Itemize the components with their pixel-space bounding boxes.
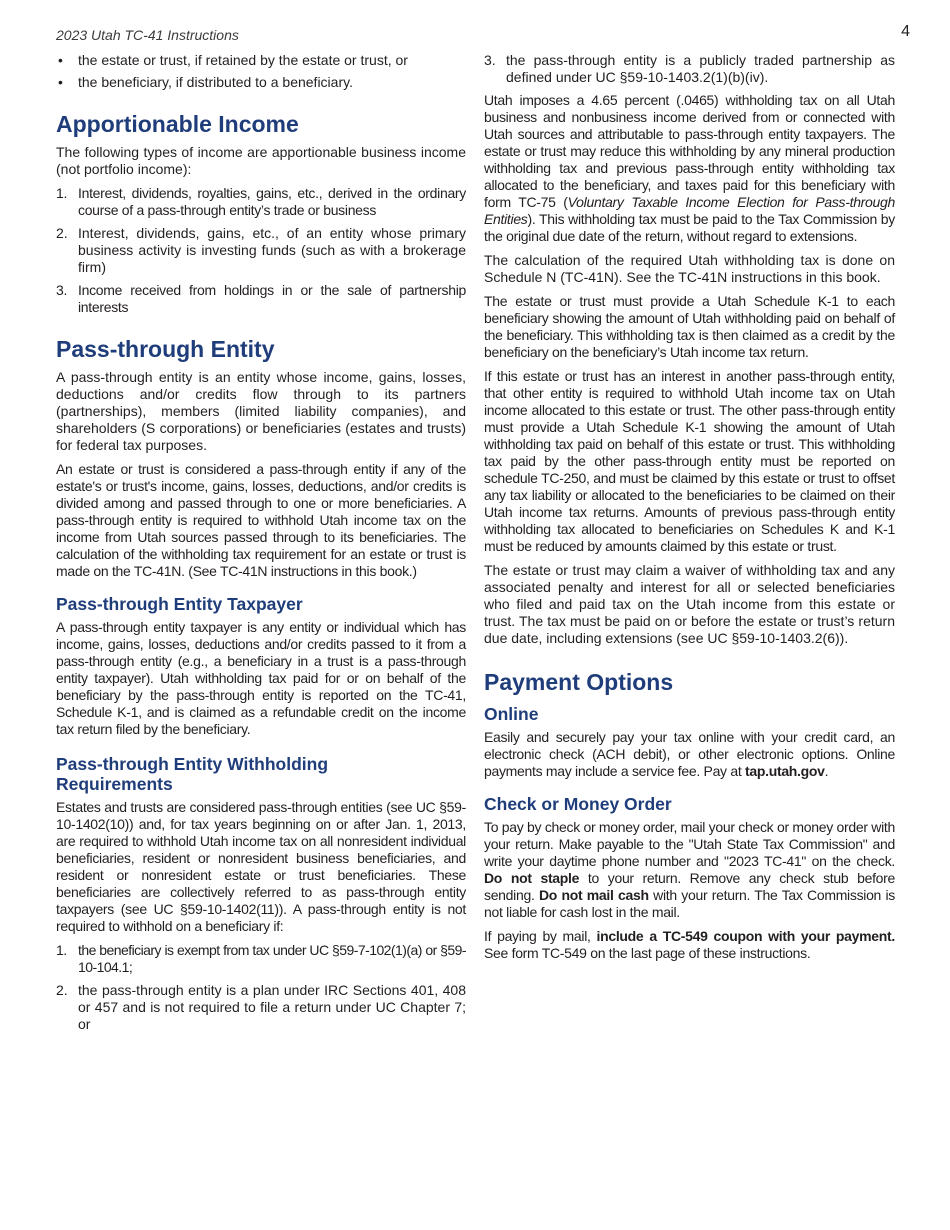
text-run: To pay by check or money order, mail your check or money order with your return. Make payable to the "Utah State Tax Commission" and write your daytime phone number and "2023 TC-41" on the check. (484, 819, 895, 869)
pte-paragraph-2: An estate or trust is considered a pass-through entity if any of the estate's or trust's income, gains, losses, deductions, and/or credits is divided among and passed through to one or more beneficiaries. A pass-through entity is required to withhold Utah income tax on the income from Utah sources passed through to its beneficiaries. The calculation of the withholding tax requirement for an estate or trust is made on the TC-41N. (See TC-41N instructions in this book.) (56, 461, 466, 579)
schedule-n-paragraph: The calculation of the required Utah withholding tax is done on Schedule N (TC-41N). See the TC-41N instructions in this book. (484, 252, 895, 285)
running-head: 2023 Utah TC-41 Instructions (56, 27, 239, 43)
emphasis: Do not staple (484, 870, 580, 886)
list-item (56, 185, 466, 219)
form-title: Voluntary Taxable Income Election for Pass-through Entities (484, 194, 895, 227)
list-text: the beneficiary is exempt from tax under UC §59-7-102(1)(a) or §59-10-104.1; (78, 942, 466, 975)
pte-withholding-heading: Pass-through Entity Withholding Requirements (56, 754, 329, 794)
text-run: ). This withholding tax must be paid to the Tax Commission by the original due date of the return, without regard to extensions. (484, 211, 895, 244)
list-number: 3. (484, 52, 496, 68)
k1-paragraph: The estate or trust must provide a Utah Schedule K-1 to each beneficiary showing the amount of Utah withholding paid on behalf of the beneficiary. This withholding tax is then claimed as a credit by the beneficiary on the beneficiary’s Utah income tax return. (484, 293, 895, 360)
text-run: with your return. The Tax Commission is not liable for cash lost in the mail. (484, 887, 895, 920)
text-run: . (824, 763, 829, 779)
list-item (56, 225, 466, 276)
pte-withholding-paragraph: Estates and trusts are considered pass-through entities (see UC §59-10-1402(10)) and, for tax years beginning on or after Jan. 1, 2013, are required to withhold Utah income tax on all nonresident individual beneficiaries, resident or nonresident business beneficiaries, and resident or nonresident estate or trust beneficiaries. These beneficiaries are collectively referred to as pass-through entity taxpayers (see UC §59-10-1402(11)). A pass-through entity is not required to withhold on a beneficiary if: (56, 799, 466, 934)
list-text: Interest, dividends, gains, etc., of an entity whose primary business activity is investing funds (such as with a brokerage firm) (78, 225, 466, 275)
list-text: Interest, dividends, royalties, gains, etc., derived in the ordinary course of a pass-through entity’s trade or business (78, 185, 466, 218)
payment-options-heading: Payment Options (484, 669, 674, 695)
waiver-paragraph: The estate or trust may claim a waiver of withholding tax and any associated penalty and interest for all or selected beneficiaries who filed and paid tax on the Utah income from this estate or trust. The tax must be paid on or before the estate or trust’s return due date, including extensions (see UC §59-10-1403.2(6)). (484, 562, 895, 646)
list-text: Income received from holdings in or the sale of partnership interests (78, 282, 466, 315)
list-text: the pass-through entity is a plan under IRC Sections 401, 408 or 457 and is not required to file a return under UC Chapter 7; or (78, 982, 466, 1032)
retention-bullets (56, 52, 466, 91)
mail-paragraph (484, 928, 895, 962)
apportionable-list (56, 185, 466, 316)
emphasis: Do not mail cash (538, 887, 649, 903)
text-run: See form TC-549 on the last page of these instructions. (484, 945, 811, 961)
apportionable-income-heading: Apportionable Income (56, 111, 299, 137)
list-item (56, 982, 466, 1033)
other-entity-paragraph: If this estate or trust has an interest in another pass-through entity, that other entity is required to withhold Utah income tax on Utah income allocated to this estate or trust. The other pass-through entity must provide a Utah Schedule K-1 showing the amount of Utah withholding tax paid on behalf of this estate or trust. This withholding tax paid by the other pass-through entity must be reported on schedule TC-250, and must be claimed by this estate or trust to offset any tax liability or allocated to the beneficiaries to be claimed on their Utah income tax returns. Amounts of previous pass-through entity withholding tax allocated to beneficiaries on Schedules K and K-1 must be reduced by amounts claimed by this estate or trust. (484, 368, 895, 554)
pte-taxpayer-paragraph: A pass-through entity taxpayer is any entity or individual which has income, gains, losses, deductions and/or credits passed to it from a pass-through entity (e.g., a beneficiary in a trust is a pass-through entity taxpayer). Utah withholding tax paid for or on behalf of the beneficiary by the pass-through entity is reported on the TC-41, Schedule K-1, and is claimed as a refundable credit on the income tax return filed by the beneficiary. (56, 619, 466, 737)
text-run: to your return. Remove any check stub before sending. (484, 870, 895, 903)
list-number: 1. (56, 185, 68, 201)
online-heading: Online (484, 704, 539, 724)
withholding-rate-paragraph (484, 92, 895, 245)
list-number: 1. (56, 942, 67, 958)
check-money-order-heading: Check or Money Order (484, 794, 672, 814)
text-run: Easily and securely pay your tax online with your credit card, an electronic check (ACH debit), or other electronic options. Online payments may include a service fee. Pay at (484, 729, 895, 779)
check-paragraph (484, 819, 895, 921)
pass-through-entity-heading: Pass-through Entity (56, 336, 275, 362)
bullet-item: • the beneficiary, if distributed to a beneficiary. (56, 74, 466, 91)
online-paragraph (484, 729, 895, 780)
payment-link[interactable]: tap.utah.gov (745, 763, 825, 779)
text-run: If paying by mail, (484, 928, 597, 944)
emphasis: include a TC-549 coupon with your payment. (596, 928, 895, 944)
text-run: Utah imposes a 4.65 percent (.0465) withholding tax on all Utah business and nonbusiness income derived from or connected with Utah sources and attributable to pass-through entity taxpayers. The estate or trust may reduce this withholding by any mineral production withholding tax and previous pass-through entity withholding tax allocated to the beneficiary, and taxes paid for this beneficiary with form TC-75 ( (484, 92, 895, 210)
list-item (56, 282, 466, 316)
apportionable-intro: The following types of income are apportionable business income (not portfolio income): (56, 144, 466, 177)
list-number: 3. (56, 282, 68, 298)
page-number: 4 (901, 23, 910, 40)
list-text: the pass-through entity is a publicly traded partnership as defined under UC §59-10-1403.2(1)(b)(iv). (506, 52, 895, 85)
list-item (56, 942, 466, 976)
list-number: 2. (56, 982, 68, 998)
list-number: 2. (56, 225, 68, 241)
withholding-exceptions-list-cont (484, 52, 895, 86)
list-item (484, 52, 895, 86)
left-column (56, 52, 466, 1039)
pte-taxpayer-heading: Pass-through Entity Taxpayer (56, 594, 303, 614)
pte-paragraph-1: A pass-through entity is an entity whose income, gains, losses, deductions and/or credits flow through to its partners (partnerships), members (limited liability companies), and shareholders (S corporations) or beneficiaries (estates and trusts) for federal tax purposes. (56, 369, 466, 453)
withholding-exceptions-list (56, 942, 466, 1033)
bullet-item: • the estate or trust, if retained by the estate or trust, or (56, 52, 466, 69)
right-column (484, 52, 895, 969)
